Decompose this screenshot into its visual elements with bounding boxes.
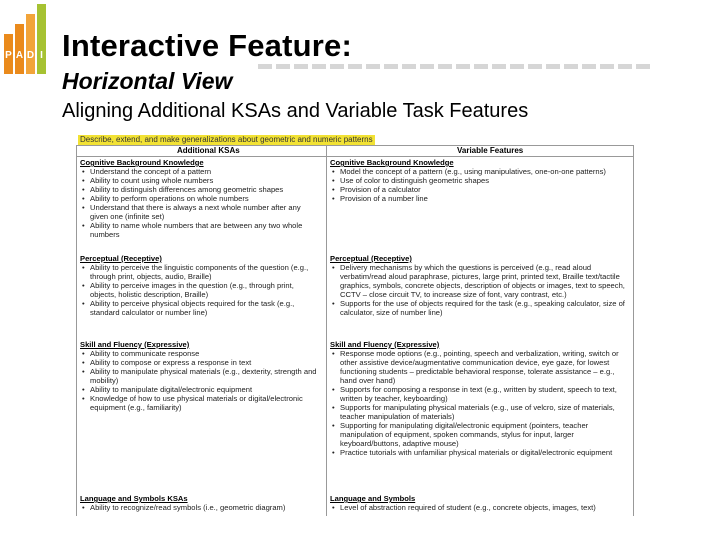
- padi-logo: [4, 4, 50, 76]
- list-item: • Model the concept of a pattern (e.g., using manipulatives, one-on-one patterns): [340, 167, 630, 176]
- section-list-right-2: [330, 349, 630, 457]
- logo-letter-d: D: [26, 50, 35, 61]
- page-subtitle: Horizontal View: [62, 68, 233, 94]
- list-item: • Supports for the use of objects required for the task (e.g., speaking calculator, size of calculator, size of number line): [340, 299, 630, 317]
- section-right-3: [330, 494, 630, 512]
- section-heading-left-3: Language and Symbols KSAs: [80, 494, 188, 503]
- list-item: • Ability to name whole numbers that are between any two whole numbers: [90, 221, 320, 239]
- section-heading-left-2: Skill and Fluency (Expressive): [80, 340, 190, 349]
- list-item: • Ability to manipulate digital/electronic equipment: [90, 385, 320, 394]
- logo-letter-i: I: [40, 50, 43, 61]
- list-item: • Ability to recognize/read symbols (i.e., geometric diagram): [90, 503, 320, 512]
- list-item: • Ability to perform operations on whole numbers: [90, 194, 320, 203]
- alignment-table: [76, 145, 634, 516]
- section-heading-left-0: Cognitive Background Knowledge: [80, 158, 204, 167]
- list-item: • Level of abstraction required of student (e.g., concrete objects, images, text): [340, 503, 630, 512]
- section-heading-right-3: Language and Symbols: [330, 494, 416, 503]
- section-heading-right-1: Perceptual (Receptive): [330, 254, 412, 263]
- list-item: • Supports for manipulating physical materials (e.g., use of velcro, size of materials, teacher manipulation of materials): [340, 403, 630, 421]
- section-list-right-1: [330, 263, 630, 317]
- list-item: • Provision of a number line: [340, 194, 630, 203]
- list-item: • Provision of a calculator: [340, 185, 630, 194]
- logo-bar-i: [37, 4, 46, 74]
- list-item: • Understand that there is always a next whole number after any given one (infinite set): [90, 203, 320, 221]
- list-item: • Knowledge of how to use physical materials or digital/electronic equipment (e.g., familiarity): [90, 394, 320, 412]
- list-item: • Use of color to distinguish geometric shapes: [340, 176, 630, 185]
- column-header-features: Variable Features: [457, 146, 524, 155]
- section-right-2: [330, 340, 630, 457]
- section-heading-right-0: Cognitive Background Knowledge: [330, 158, 454, 167]
- section-right-0: [330, 158, 630, 203]
- logo-bar-a: [15, 24, 24, 74]
- title-divider: [258, 64, 650, 69]
- section-heading-right-2: Skill and Fluency (Expressive): [330, 340, 440, 349]
- section-list-right-3: [330, 503, 630, 512]
- list-item: • Ability to perceive physical objects required for the task (e.g., standard calculator or number line): [90, 299, 320, 317]
- list-item: • Understand the concept of a pattern: [90, 167, 320, 176]
- section-list-left-0: [80, 167, 320, 239]
- list-item: • Ability to manipulate physical materials (e.g., dexterity, strength and mobility): [90, 367, 320, 385]
- section-left-0: [80, 158, 320, 239]
- page-title: Interactive Feature:: [62, 28, 352, 63]
- list-item: • Ability to perceive the linguistic components of the question (e.g., through print, objects, audio, Braille): [90, 263, 320, 281]
- section-heading-left-1: Perceptual (Receptive): [80, 254, 162, 263]
- section-right-1: [330, 254, 630, 317]
- section-list-left-1: [80, 263, 320, 317]
- list-item: • Ability to communicate response: [90, 349, 320, 358]
- document-banner: Describe, extend, and make generalizations about geometric and numeric patterns: [80, 135, 373, 144]
- column-divider: [326, 146, 327, 516]
- list-item: • Ability to distinguish differences among geometric shapes: [90, 185, 320, 194]
- section-list-left-2: [80, 349, 320, 412]
- logo-letter-p: P: [5, 50, 12, 61]
- section-left-2: [80, 340, 320, 412]
- section-left-3: [80, 494, 320, 512]
- section-left-1: [80, 254, 320, 317]
- logo-letter-a: A: [15, 50, 24, 61]
- list-item: • Ability to perceive images in the question (e.g., through print, objects, holistic description, Braille): [90, 281, 320, 299]
- column-header-ksas: Additional KSAs: [177, 146, 240, 155]
- list-item: • Supporting for manipulating digital/electronic equipment (pointers, teacher manipulation of equipment, spoken commands, stylus for input, larger keyboard/buttons, adaptive mouse): [340, 421, 630, 448]
- header-divider: [77, 156, 633, 157]
- list-item: • Response mode options (e.g., pointing, speech and verbalization, writing, switch or other assistive device/augmentative communication device, eye gaze, for lowest functioning students – predictable behavioral response, tolerate assistance – e.g., hand over hand): [340, 349, 630, 385]
- logo-bar-d: [26, 14, 35, 74]
- section-list-left-3: [80, 503, 320, 512]
- list-item: • Supports for composing a response in text (e.g., written by student, speech to text, written by teacher, keyboarding): [340, 385, 630, 403]
- section-list-right-0: [330, 167, 630, 203]
- list-item: • Ability to compose or express a response in text: [90, 358, 320, 367]
- document-image: [74, 132, 636, 516]
- list-item: • Ability to count using whole numbers: [90, 176, 320, 185]
- section-heading: Aligning Additional KSAs and Variable Task Features: [62, 100, 529, 122]
- list-item: • Delivery mechanisms by which the questions is perceived (e.g., read aloud verbatim/read aloud paraphrase, pictures, large print, printed text, Braille text/tactile graphics, symbols, concrete objects, description of objects or images, text to speech, CCTV – close circuit TV, to increase size of font, vary contrast, etc.): [340, 263, 630, 299]
- list-item: • Practice tutorials with unfamiliar physical materials or digital/electronic equipment: [340, 448, 630, 457]
